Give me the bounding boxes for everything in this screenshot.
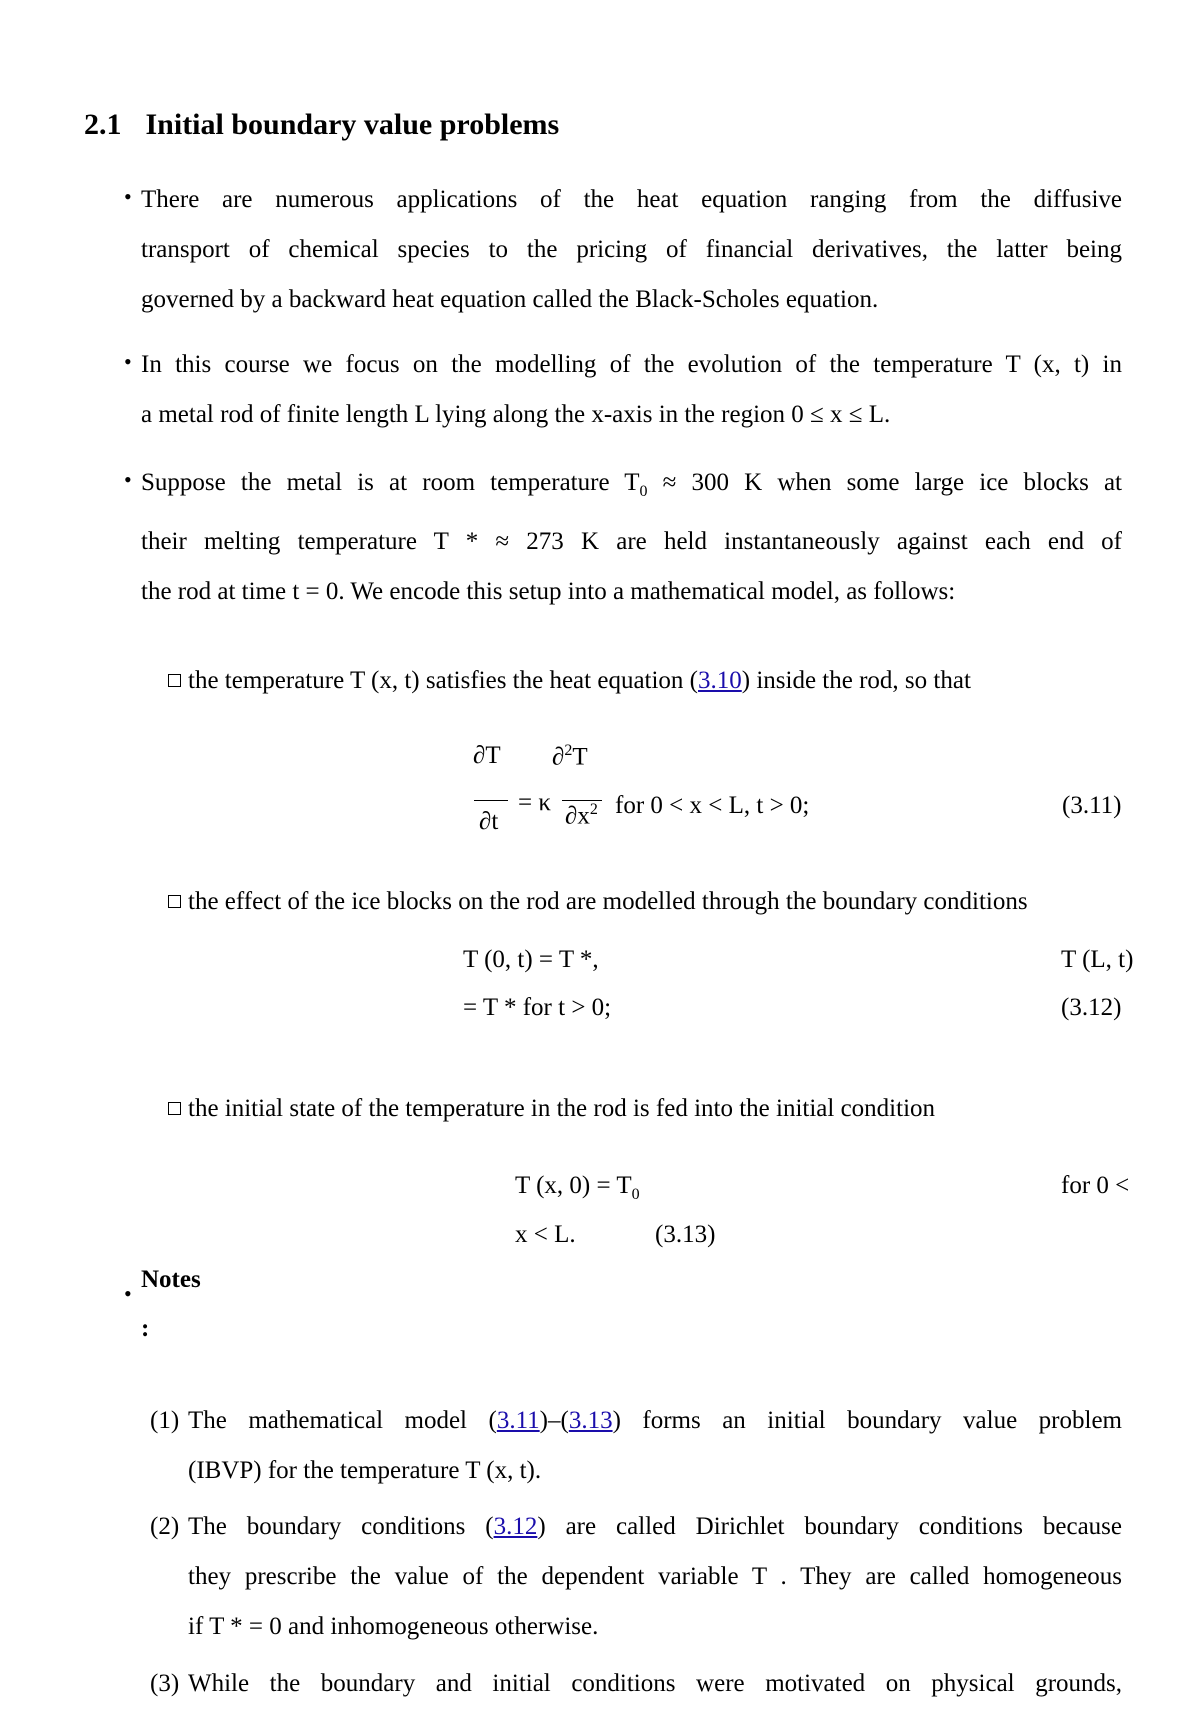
note-2-line-1: The boundary conditions (3.12) are called Dirichlet boundary conditions because — [188, 1513, 1122, 1540]
bullet-icon: • — [124, 1281, 132, 1306]
note-1-line-1: The mathematical model (3.11)–(3.13) forms an initial boundary value problem — [188, 1407, 1122, 1434]
note-1-marker: (1) — [150, 1407, 180, 1434]
section-title: Initial boundary value problems — [145, 108, 560, 141]
note-3-marker: (3) — [150, 1670, 180, 1697]
bullet-3-line-2: their melting temperature T * ≈ 273 K are held instantaneously against each end of — [141, 528, 1122, 555]
note-1-line-2: (IBVP) for the temperature T (x, t). — [188, 1457, 542, 1484]
eq312-label: (3.12) — [1061, 994, 1122, 1021]
eq311-num-right: ∂$^2$T — [552, 742, 588, 771]
eq312-left: T (0, t) = T *, — [463, 946, 599, 973]
ref-link-3-12[interactable]: 3.12 — [493, 1513, 538, 1540]
square-bullet-icon — [168, 674, 181, 687]
bullet-1-line-2: transport of chemical species to the pricing of financial derivatives, the latter being — [141, 236, 1122, 263]
section-number: 2.1 — [84, 108, 122, 141]
bullet-3-line-3: the rod at time t = 0. We encode this setup into a mathematical model, as follows: — [141, 578, 956, 605]
note-3-line-1: While the boundary and initial conditions were motivated on physical grounds, — [188, 1670, 1122, 1697]
bullet-2-line-1: In this course we focus on the modelling of the evolution of the temperature T (x, t) in — [141, 351, 1122, 378]
list-item-heat-equation: the temperature T (x, t) satisfies the heat equation (3.10) inside the rod, so that — [168, 656, 971, 706]
eq311-condition: for 0 < x < L, t > 0; — [615, 792, 810, 819]
eq311-num-left: ∂T — [473, 742, 501, 769]
ref-link-3-11[interactable]: 3.11 — [496, 1407, 540, 1434]
eq312-line-2: = T * for t > 0; — [463, 994, 612, 1021]
eq311-equals-kappa: = κ — [518, 789, 551, 816]
bullet-3-line-1: Suppose the metal is at room temperature $T_0 \approx 300$ K when some large ice blocks at — [141, 469, 1122, 500]
bullet-2-line-2: a metal rod of finite length L lying along the x-axis in the region 0 ≤ x ≤ L. — [141, 401, 891, 428]
eq311-fraction-bar-left — [474, 800, 508, 801]
bullet-1 — [141, 175, 1122, 325]
eq311-label: (3.11) — [1062, 792, 1122, 819]
bullet-2 — [141, 340, 1122, 440]
eq312-right: T (L, t) — [1061, 946, 1134, 973]
section-heading — [84, 108, 559, 142]
bullet-icon: • — [124, 349, 132, 374]
ref-link-3-10[interactable]: 3.10 — [698, 667, 742, 694]
notes-title: Notes — [141, 1266, 201, 1293]
list-item-boundary-conditions: the effect of the ice blocks on the rod are modelled through the boundary conditions — [168, 877, 1028, 927]
bullet-icon: • — [124, 184, 132, 209]
note-2-line-2: they prescribe the value of the dependent variable T . They are called homogeneous — [188, 1563, 1122, 1590]
eq313-left: T (x, $0) = T_0$ — [515, 1172, 640, 1203]
eq311-den-right: $\partial x^2$ — [565, 801, 598, 830]
note-3 — [188, 1659, 1122, 1709]
eq313-label: (3.13) — [655, 1221, 716, 1248]
bullet-3 — [141, 458, 1122, 617]
bullet-1-line-3: governed by a backward heat equation called the Black-Scholes equation. — [141, 286, 879, 313]
eq313-right: for 0 < — [1061, 1172, 1130, 1199]
note-1 — [188, 1396, 1122, 1496]
bullet-1-line-1: There are numerous applications of the heat equation ranging from the diffusive — [141, 186, 1122, 213]
list-item-initial-condition: the initial state of the temperature in the rod is fed into the initial condition — [168, 1084, 935, 1134]
notes-colon: : — [141, 1315, 150, 1342]
ref-link-3-13[interactable]: 3.13 — [568, 1407, 613, 1434]
note-2-line-3: if T * = 0 and inhomogeneous otherwise. — [188, 1613, 599, 1640]
note-2 — [188, 1502, 1122, 1652]
note-2-marker: (2) — [150, 1513, 180, 1540]
square-bullet-icon — [168, 895, 181, 908]
eq311-den-left: ∂t — [479, 808, 499, 835]
bullet-icon: • — [124, 467, 132, 492]
square-bullet-icon — [168, 1102, 181, 1115]
eq313-line-2: x < L. — [515, 1221, 576, 1248]
